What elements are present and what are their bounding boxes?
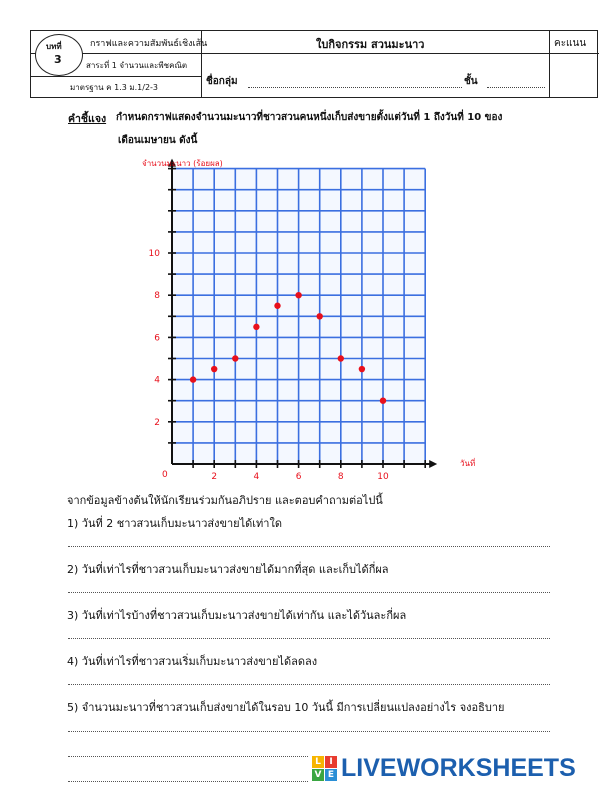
y-tick-label: 10: [148, 249, 160, 259]
y-tick-label: 8: [154, 291, 160, 302]
x-tick-label: 10: [377, 472, 389, 482]
answer-line-2[interactable]: [68, 592, 550, 593]
liveworksheets-logo: [312, 756, 337, 781]
discussion-prompt: จากข้อมูลข้างต้นให้นักเรียนร่วมกันอภิปราย และตอบคำถามต่อไปนี้: [67, 494, 383, 507]
x-tick-label: 8: [337, 472, 344, 482]
liveworksheets-watermark: [312, 752, 576, 784]
y-tick-label: 2: [154, 417, 160, 428]
class-label: ชั้น: [464, 76, 478, 87]
logo-letter: E: [325, 769, 337, 781]
y-tick-label: 4: [154, 375, 160, 386]
score-label: คะแนน: [554, 38, 587, 49]
data-point: [295, 292, 301, 298]
unit-title: กราฟและความสัมพันธ์เชิงเส้น: [90, 39, 208, 49]
data-point: [253, 324, 259, 330]
data-point: [211, 366, 217, 372]
logo-letter: V: [312, 769, 324, 781]
question-3: 3) วันที่เท่าไรบ้างที่ชาวสวนเก็บมะนาวส่งขายได้เท่ากัน และได้วันละกี่ผล: [67, 609, 407, 622]
activity-title: ใบกิจกรรม สวนมะนาว: [316, 38, 425, 51]
group-label: ชื่อกลุ่ม: [206, 76, 238, 87]
data-point: [380, 398, 386, 404]
standard-text: มาตรฐาน ค 1.3 ม.1/2-3: [70, 83, 159, 92]
y-tick-label: 6: [154, 333, 160, 344]
answer-line-4[interactable]: [68, 684, 550, 685]
answer-line-5a[interactable]: [68, 731, 550, 732]
question-2: 2) วันที่เท่าไรที่ชาวสวนเก็บมะนาวส่งขายได้มากที่สุด และเก็บได้กี่ผล: [67, 563, 389, 576]
watermark-text: LIVEWORKSHEETS: [341, 753, 576, 782]
data-point: [359, 366, 365, 372]
chart-ylabel: จำนวนมะนาว (ร้อยผล): [142, 159, 223, 168]
unit-number: 3: [54, 53, 62, 66]
data-point: [317, 313, 323, 319]
chart-xlabel: วันที่: [460, 459, 476, 468]
logo-letter: I: [325, 756, 337, 768]
instructions-line-2: เดือนเมษายน ดังนี้: [118, 135, 198, 146]
instructions-label: คำชี้แจง: [68, 113, 107, 125]
question-1: 1) วันที่ 2 ชาวสวนเก็บมะนาวส่งขายได้เท่าใด: [67, 517, 282, 530]
data-point: [338, 355, 344, 361]
unit-badge-label: บทที่: [46, 42, 62, 51]
data-point: [232, 355, 238, 361]
question-5: 5) จำนวนมะนาวที่ชาวสวนเก็บส่งขายได้ในรอบ 10 วันนี้ มีการเปลี่ยนแปลงอย่างไร จงอธิบาย: [67, 701, 505, 714]
question-4: 4) วันที่เท่าไรที่ชาวสวนเริ่มเก็บมะนาวส่งขายได้ลดลง: [67, 655, 318, 668]
answer-line-1[interactable]: [68, 546, 550, 547]
chart-grid: [172, 169, 425, 464]
x-tick-label: 6: [295, 472, 302, 482]
chart-origin-label: 0: [162, 470, 168, 480]
instructions-line-1: กำหนดกราฟแสดงจำนวนมะนาวที่ชาวสวนคนหนึ่งเก็บส่งขายตั้งแต่วันที่ 1 ถึงวันที่ 10 ของ: [116, 112, 503, 123]
answer-line-3[interactable]: [68, 638, 550, 639]
x-tick-label: 2: [211, 472, 218, 482]
data-point: [190, 376, 196, 382]
logo-letter: L: [312, 756, 324, 768]
answer-line-5c[interactable]: [68, 781, 308, 782]
x-axis-arrow: [429, 460, 437, 468]
answer-line-5b[interactable]: [68, 756, 308, 757]
x-tick-label: 4: [253, 472, 260, 482]
strand-text: สาระที่ 1 จำนวนและพีชคณิต: [86, 61, 188, 70]
data-point: [274, 303, 280, 309]
